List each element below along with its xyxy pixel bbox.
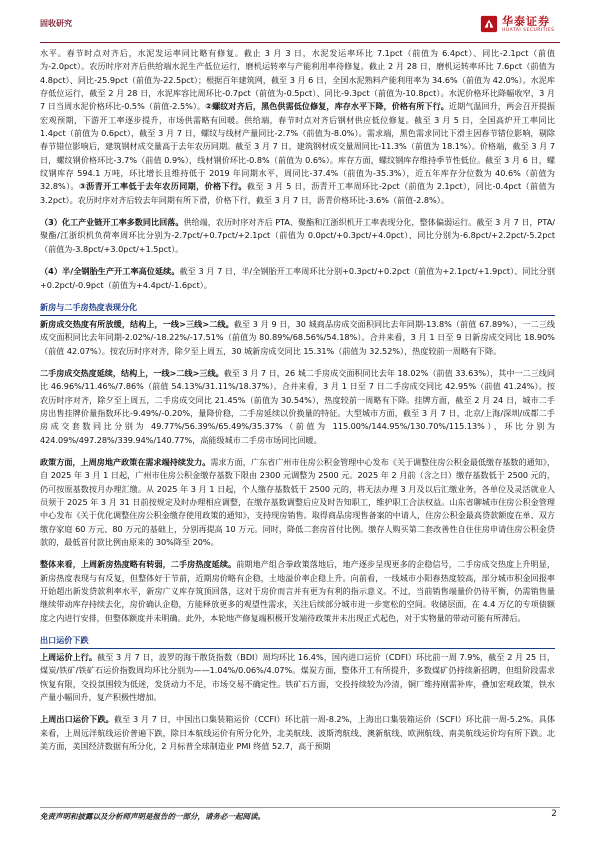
report-category-label: 固收研究 bbox=[40, 19, 72, 28]
tire-lead: （4）半/全钢胎生产开工率高位延续。 bbox=[40, 266, 180, 277]
paragraph-chemical bbox=[40, 216, 555, 256]
chemical-text: 供给端，农历时序对齐后 PTA、聚酯和江浙织机开工率表现分化，整体偏弱运行。截至 3 月 7 日，PTA/聚酯/江浙织机负荷率周环比分别为-2.7pct/+0.7pct/+2.1pct（前值为 0.0pct/+0.3pct/+4.0pct）、同比分别为-6.8pct/+2.2pct/-5.2pct（前值为-3.8pct/+3.0pct/+1.5pct）。 bbox=[40, 217, 556, 254]
tire-text: 截至 3 月 7 日，半/全钢胎开工率周环比分别+0.3pct/+0.2pct（前值为+2.1pct/+1.9pct）、同比分别+0.2pct/-0.9pct（前值为+4.4pct/-1.6pct）。 bbox=[40, 266, 555, 290]
section-divider bbox=[40, 315, 555, 316]
outlook-text: 前期地产组合拳政策落地后，地产逐步呈现更多的企稳信号，二手房成交热度上升明显，新房热度表现与有反复，但整体好于节前，近期房价略有企稳，土地溢价率企稳上升。向前看，一线城市小阳春热度较高，部分城市积金回报率开始超出新发贷款利率水平，新房广义库存筑顶回落，这对于房价而言并有更为有利的指示意义。不过，当前销售端量价仍待平衡，仍需销售量继续带动库存持续去化，房价确认企稳，方能释放更多的观望性需求，关注后续部分城市进一步宽松的空间。收储层面，在 4.4 万亿的专项债额度之内进行安排，但整体额度并未明确。此外，本轮地产修复端积极开发端待政策并未出现正式起色，对于实物量的带动可能有所滞后。 bbox=[40, 559, 555, 623]
paragraph-cement-steel-asphalt bbox=[40, 47, 555, 207]
policy-lead: 政策方面，上周房地产政策在需求端持续发力。 bbox=[40, 456, 211, 467]
paragraph-new-home bbox=[40, 318, 555, 358]
cement-text: 水平。春节时点对齐后，水泥发运率同比略有修复。截止 3 月 3 日，水泥发运率环比 7.1pct（前值为 6.4pct）、同比-2.1pct（前值为-2.0pct）。农历时序对齐后供给端水泥生产低位运行，磨机运转率与产能利用率待修复。截止 2 月 28 日，磨机运转率环比 7.6pct（前值为 4.8pct）、同比-25.9pct（前值为-22.5pct）；根据百年建筑网，截至 3 月 6 日，全国水泥熟料产能利用率为 34.6%（前值为 42.0%）。水泥库存低位运行，截至 2 月 28 日，水泥库容比周环比-0.7pct（前值为-0.5pct）、同比-9.3pct（前值为-10.8pct）。水泥价格环比降幅收窄，3 月 7 日当周水泥价格环比-0.5%（前值-2.5%）。 bbox=[40, 48, 555, 112]
page-header bbox=[40, 12, 560, 40]
asphalt-text: 截至 3 月 5 日，沥青开工率周环比-2pct（前值为 2.1pct），同比-0.4pct（前值为 3.2pct）。农历时序对齐后较去年同期有所下滑，价格下行，截至 3 月 7 日，沥青价格环比-3.6%（前值-2.8%）。 bbox=[40, 181, 555, 205]
second-hand-lead: 二手房成交热度延续，结构上，一线>二线>三线。 bbox=[40, 367, 224, 378]
paragraph-second-hand bbox=[40, 367, 555, 447]
page-number: 2 bbox=[551, 809, 557, 819]
import-freight-text: 截至 3 月 7 日，波罗的海干散货指数（BDI）周均环比 16.4%，国内进口运价（CDFI）环比前一周 7.9%，截至 2 月 25 日，煤炭/铁矿/铁矿石运价指数周均环比分别为——1.04%/0.06%/4.07%。煤炭方面，整体开工有所提升，多数煤矿仍持续新招聘，但组阶段需求恢复有限，交投氛围较为低迷，发货动力不足，市场交易不确定性。铁矿石方面，交投持续较为冷清，铜厂维持刚需补库，叠加宏观政策，铁水产量小幅回升，复产积极性增加。 bbox=[40, 652, 555, 703]
outlook-lead: 整体来看，上周新房热度略有转弱，二手房热度延续。 bbox=[40, 559, 237, 570]
section-divider bbox=[40, 648, 555, 649]
steel-lead: ②螺纹对齐后，黑色供需低位修复，库存水平下降，价格有所下行。 bbox=[205, 101, 449, 112]
paragraph-import-freight bbox=[40, 651, 555, 704]
paragraph-policy bbox=[40, 456, 555, 549]
import-freight-lead: 上周运价上行。 bbox=[40, 652, 98, 663]
asphalt-lead: ③沥青开工率低于去年农历同期，价格下行。 bbox=[78, 181, 247, 192]
huatai-logo-icon bbox=[480, 15, 498, 33]
section-title-shipping: 出口运价下跌 bbox=[40, 635, 89, 646]
paragraph-export-freight bbox=[40, 713, 555, 753]
report-body bbox=[40, 47, 555, 753]
paragraph-outlook bbox=[40, 558, 555, 625]
header-divider bbox=[40, 42, 560, 43]
new-home-lead: 新房成交热度有所放缓，结构上，一线>三线>二线。 bbox=[40, 318, 234, 329]
footer-disclaimer: 免责声明和披露以及分析师声明是报告的一部分，请务必一起阅读。 bbox=[40, 812, 265, 821]
new-home-text: 截至 3 月 9 日，30 城商品房成交面积同比去年同期-13.8%（前值 67.89%），一二三线成交面积同比去年同期-2.02%/-18.22%/-17.51%（前值为 80.89%/68.56%/54.18%）。合并来看，3 月 1 日至 9 日新房成交同比 18.90%（前值 42.07%）。按农历时序对齐，除夕至上周五，30 城新房成交同比 15.31%（前值为 32.52%），热度较前一周略有下降。 bbox=[40, 318, 555, 356]
steel-text: 近期气温回升，两会召开提振宏观预期，下游开工率逐步提升，市场供需略有回暖。供给端，春节时点对齐后钢材供应低位修复。截至 3 月 5 日，全国高炉开工率同比 1.4pct（前值为 0.6pct），截至 3 月 7 日，螺纹与线材产量同比-2.7%（前值为-8.0%）。需求端，黑色需求同比下滑主因春节错位影响，剔除春节错位影响后，建筑钢材成交量高于去年农历同期。截至 3 月 7 日，建筑钢材成交量周同比-11.3%（前值为 18.1%）。价格端，截至 3 月 7 日，螺纹钢价格环比-3.7%（前值 0.9%），线材钢价环比-0.8%（前值为 0.6%）。库存方面，螺纹钢库存维持季节性低位。截至 3 月 6 日，螺纹钢库存 594.1 万吨，环比增长且维持低于 2019 年同期水平，周同比-37.4%（前值为-35.3%），近五年库存分位数为 40.6%（前值为 32.8%）。 bbox=[40, 101, 555, 192]
second-hand-text: 截至 3 月 7 日，26 城二手房成交面积同比去年 18.02%（前值 33.63%），其中一二三线同比 46.96%/11.46%/7.86%（前值 54.13%/31.11%/18.37%）。合并来看，3 月 1 日至 7 日二手房成交同比 42.95%（前值 41.24%）。按农历时序对齐，除夕至上周五，二手房成交同比 21.45%（前值为 30.54%），热度较前一周略有下降。挂牌方面，截至 2 月 24 日，城市二手房出售挂牌价量指数环比-9.49%/-0.20%，量降价稳，二手房延续以价换量的特征。大型城市方面，截至 3 月 7 日，北京/上海/深圳/成都二手房成交套数同比分别为 49.77%/56.39%/65.49%/35.37%（前值为 115.00%/144.95%/130.70%/115.13%），环比分别为 424.09%/497.28%/339.94%/140.77%，高能级城市二手房市场同比回暖。 bbox=[40, 367, 555, 445]
export-freight-lead: 上周出口运价下跌。 bbox=[40, 714, 114, 725]
brand-name-en: HUATAI SECURITIES bbox=[502, 28, 555, 33]
export-freight-text: 截至 3 月 7 日，中国出口集装箱运价（CCFI）环比前一周-8.2%，上海出口集装箱运价（SCFI）环比前一周-5.2%。具体来看，上周远洋航线运价普遍下跌，除日本航线运价有所分化外，北美航线、波斯湾航线、澳新航线、欧洲航线、南美航线运价均有所下跌。北美方面，美国经济数据有所分化，2 月标普全球制造业 PMI 终值 52.7，高于预期 bbox=[40, 714, 555, 752]
section-title-real-estate: 新房与二手房热度表现分化 bbox=[40, 301, 138, 312]
policy-text: 需求方面，广东省广州市住房公积金管理中心发布《关于调整住房公积金最低缴存基数的通知》，自 2025 年 3 月 1 日起，广州市住房公积金缴存基数下限由 2300 元调整为 2500 元。2025 年 2 月前（含之日）缴存基数低于 2500 元的，仍可按原基数按月办理汇缴。从 2025 年 3 月 1 日起，个人缴存基数低于 2500 元的，将无法办理 3 月及以后汇缴业务，各单位及灵活就业人员须于 2025 年 3 月 31 日前按规定及时办理相应调整，在缴存基数调整后应及时告知职工，维护职工合法权益。山东省聊城市住房公积金管理中心发布《关于优化调整住房公积金缴存使用政策的通知》，支持现房销售。取得商品房现售备案的中请人，住房公积金最高贷款额度在单、双方缴存家庭 60 万元、80 万元的基础上，分别再提高 10 万元。同时，降低二套房首付比例。缴存人购买第二套改善性自住住房申请住房公积金贷款的，最低首付款比例由原来的 30%降至 20%。 bbox=[40, 456, 555, 547]
paragraph-tire bbox=[40, 265, 555, 292]
brand-name-cn: 华泰证券 bbox=[502, 15, 550, 28]
chemical-lead: （3）化工产业链开工率多数同比回落。 bbox=[40, 217, 184, 228]
brand-logo bbox=[480, 13, 562, 39]
footer-divider bbox=[40, 807, 560, 808]
